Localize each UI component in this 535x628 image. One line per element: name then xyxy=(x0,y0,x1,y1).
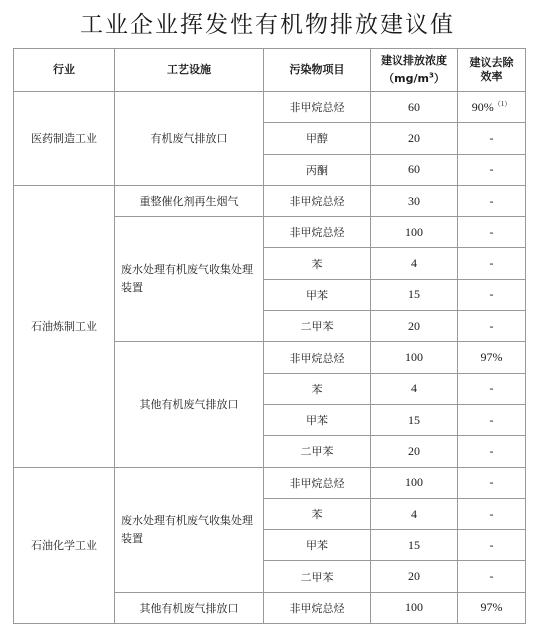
concentration-cell: 4 xyxy=(371,373,458,404)
concentration-cell: 100 xyxy=(371,342,458,373)
concentration-cell: 15 xyxy=(371,530,458,561)
concentration-cell: 30 xyxy=(371,185,458,216)
pollutant-cell: 甲苯 xyxy=(264,279,371,310)
pollutant-cell: 非甲烷总烃 xyxy=(264,185,371,216)
pollutant-cell: 甲醇 xyxy=(264,123,371,154)
pollutant-cell: 非甲烷总烃 xyxy=(264,342,371,373)
page-title: 工业企业挥发性有机物排放建议值 xyxy=(80,12,455,38)
efficiency-cell: - xyxy=(458,530,526,561)
facility-cell: 重整催化剂再生烟气 xyxy=(115,185,264,216)
efficiency-cell: - xyxy=(458,404,526,435)
efficiency-cell: 97% xyxy=(458,342,526,373)
pollutant-cell: 非甲烷总烃 xyxy=(264,592,371,623)
pollutant-cell: 二甲苯 xyxy=(264,561,371,592)
concentration-cell: 4 xyxy=(371,248,458,279)
efficiency-cell: - xyxy=(458,373,526,404)
table-row xyxy=(14,185,526,216)
efficiency-cell: - xyxy=(458,436,526,467)
pollutant-cell: 非甲烷总烃 xyxy=(264,92,371,123)
header-concentration xyxy=(371,49,458,92)
efficiency-cell: 90%$^{(1)}$ xyxy=(458,92,526,123)
pollutant-cell: 苯 xyxy=(264,498,371,529)
industry-cell: 石油炼制工业 xyxy=(14,185,115,467)
header-industry: 行业 xyxy=(14,49,115,92)
table-row xyxy=(14,467,526,498)
concentration-cell: 100 xyxy=(371,217,458,248)
efficiency-cell: - xyxy=(458,467,526,498)
concentration-cell: 15 xyxy=(371,404,458,435)
emission-table xyxy=(13,48,526,624)
pollutant-cell: 非甲烷总烃 xyxy=(264,217,371,248)
concentration-cell: 20 xyxy=(371,123,458,154)
efficiency-cell: - xyxy=(458,311,526,342)
facility-cell: 废水处理有机废气收集处理装置 xyxy=(115,217,264,342)
header-pollutant: 污染物项目 xyxy=(264,49,371,92)
facility-cell: 其他有机废气排放口 xyxy=(115,592,264,623)
facility-cell: 其他有机废气排放口 xyxy=(115,342,264,467)
pollutant-cell: 非甲烷总烃 xyxy=(264,467,371,498)
efficiency-cell: - xyxy=(458,248,526,279)
header-concentration-label: 建议排放浓度 xyxy=(381,54,447,68)
facility-cell: 废水处理有机废气收集处理装置 xyxy=(115,467,264,592)
concentration-cell: 100 xyxy=(371,592,458,623)
concentration-cell: 20 xyxy=(371,561,458,592)
efficiency-cell: - xyxy=(458,561,526,592)
pollutant-cell: 二甲苯 xyxy=(264,311,371,342)
pollutant-cell: 苯 xyxy=(264,248,371,279)
efficiency-cell: - xyxy=(458,498,526,529)
concentration-cell: 20 xyxy=(371,436,458,467)
concentration-cell: 100 xyxy=(371,467,458,498)
industry-cell: 石油化学工业 xyxy=(14,467,115,623)
header-concentration-unit: $(mg/m^3)$ xyxy=(383,71,445,85)
concentration-cell: 60 xyxy=(371,154,458,185)
pollutant-cell: 甲苯 xyxy=(264,404,371,435)
concentration-cell: 60 xyxy=(371,92,458,123)
pollutant-cell: 二甲苯 xyxy=(264,436,371,467)
table-header-row xyxy=(14,49,526,92)
industry-cell: 医药制造工业 xyxy=(14,92,115,186)
facility-cell: 有机废气排放口 xyxy=(115,92,264,186)
table-row xyxy=(14,92,526,123)
concentration-cell: 15 xyxy=(371,279,458,310)
efficiency-cell: - xyxy=(458,123,526,154)
efficiency-cell: - xyxy=(458,185,526,216)
concentration-cell: 20 xyxy=(371,311,458,342)
efficiency-cell: - xyxy=(458,217,526,248)
efficiency-cell: - xyxy=(458,154,526,185)
efficiency-cell: - xyxy=(458,279,526,310)
efficiency-cell: 97% xyxy=(458,592,526,623)
concentration-cell: 4 xyxy=(371,498,458,529)
header-facility: 工艺设施 xyxy=(115,49,264,92)
pollutant-cell: 丙酮 xyxy=(264,154,371,185)
header-efficiency: 建议去除 效率 xyxy=(458,49,526,92)
pollutant-cell: 甲苯 xyxy=(264,530,371,561)
pollutant-cell: 苯 xyxy=(264,373,371,404)
footnote-marker: （1） xyxy=(493,100,512,109)
